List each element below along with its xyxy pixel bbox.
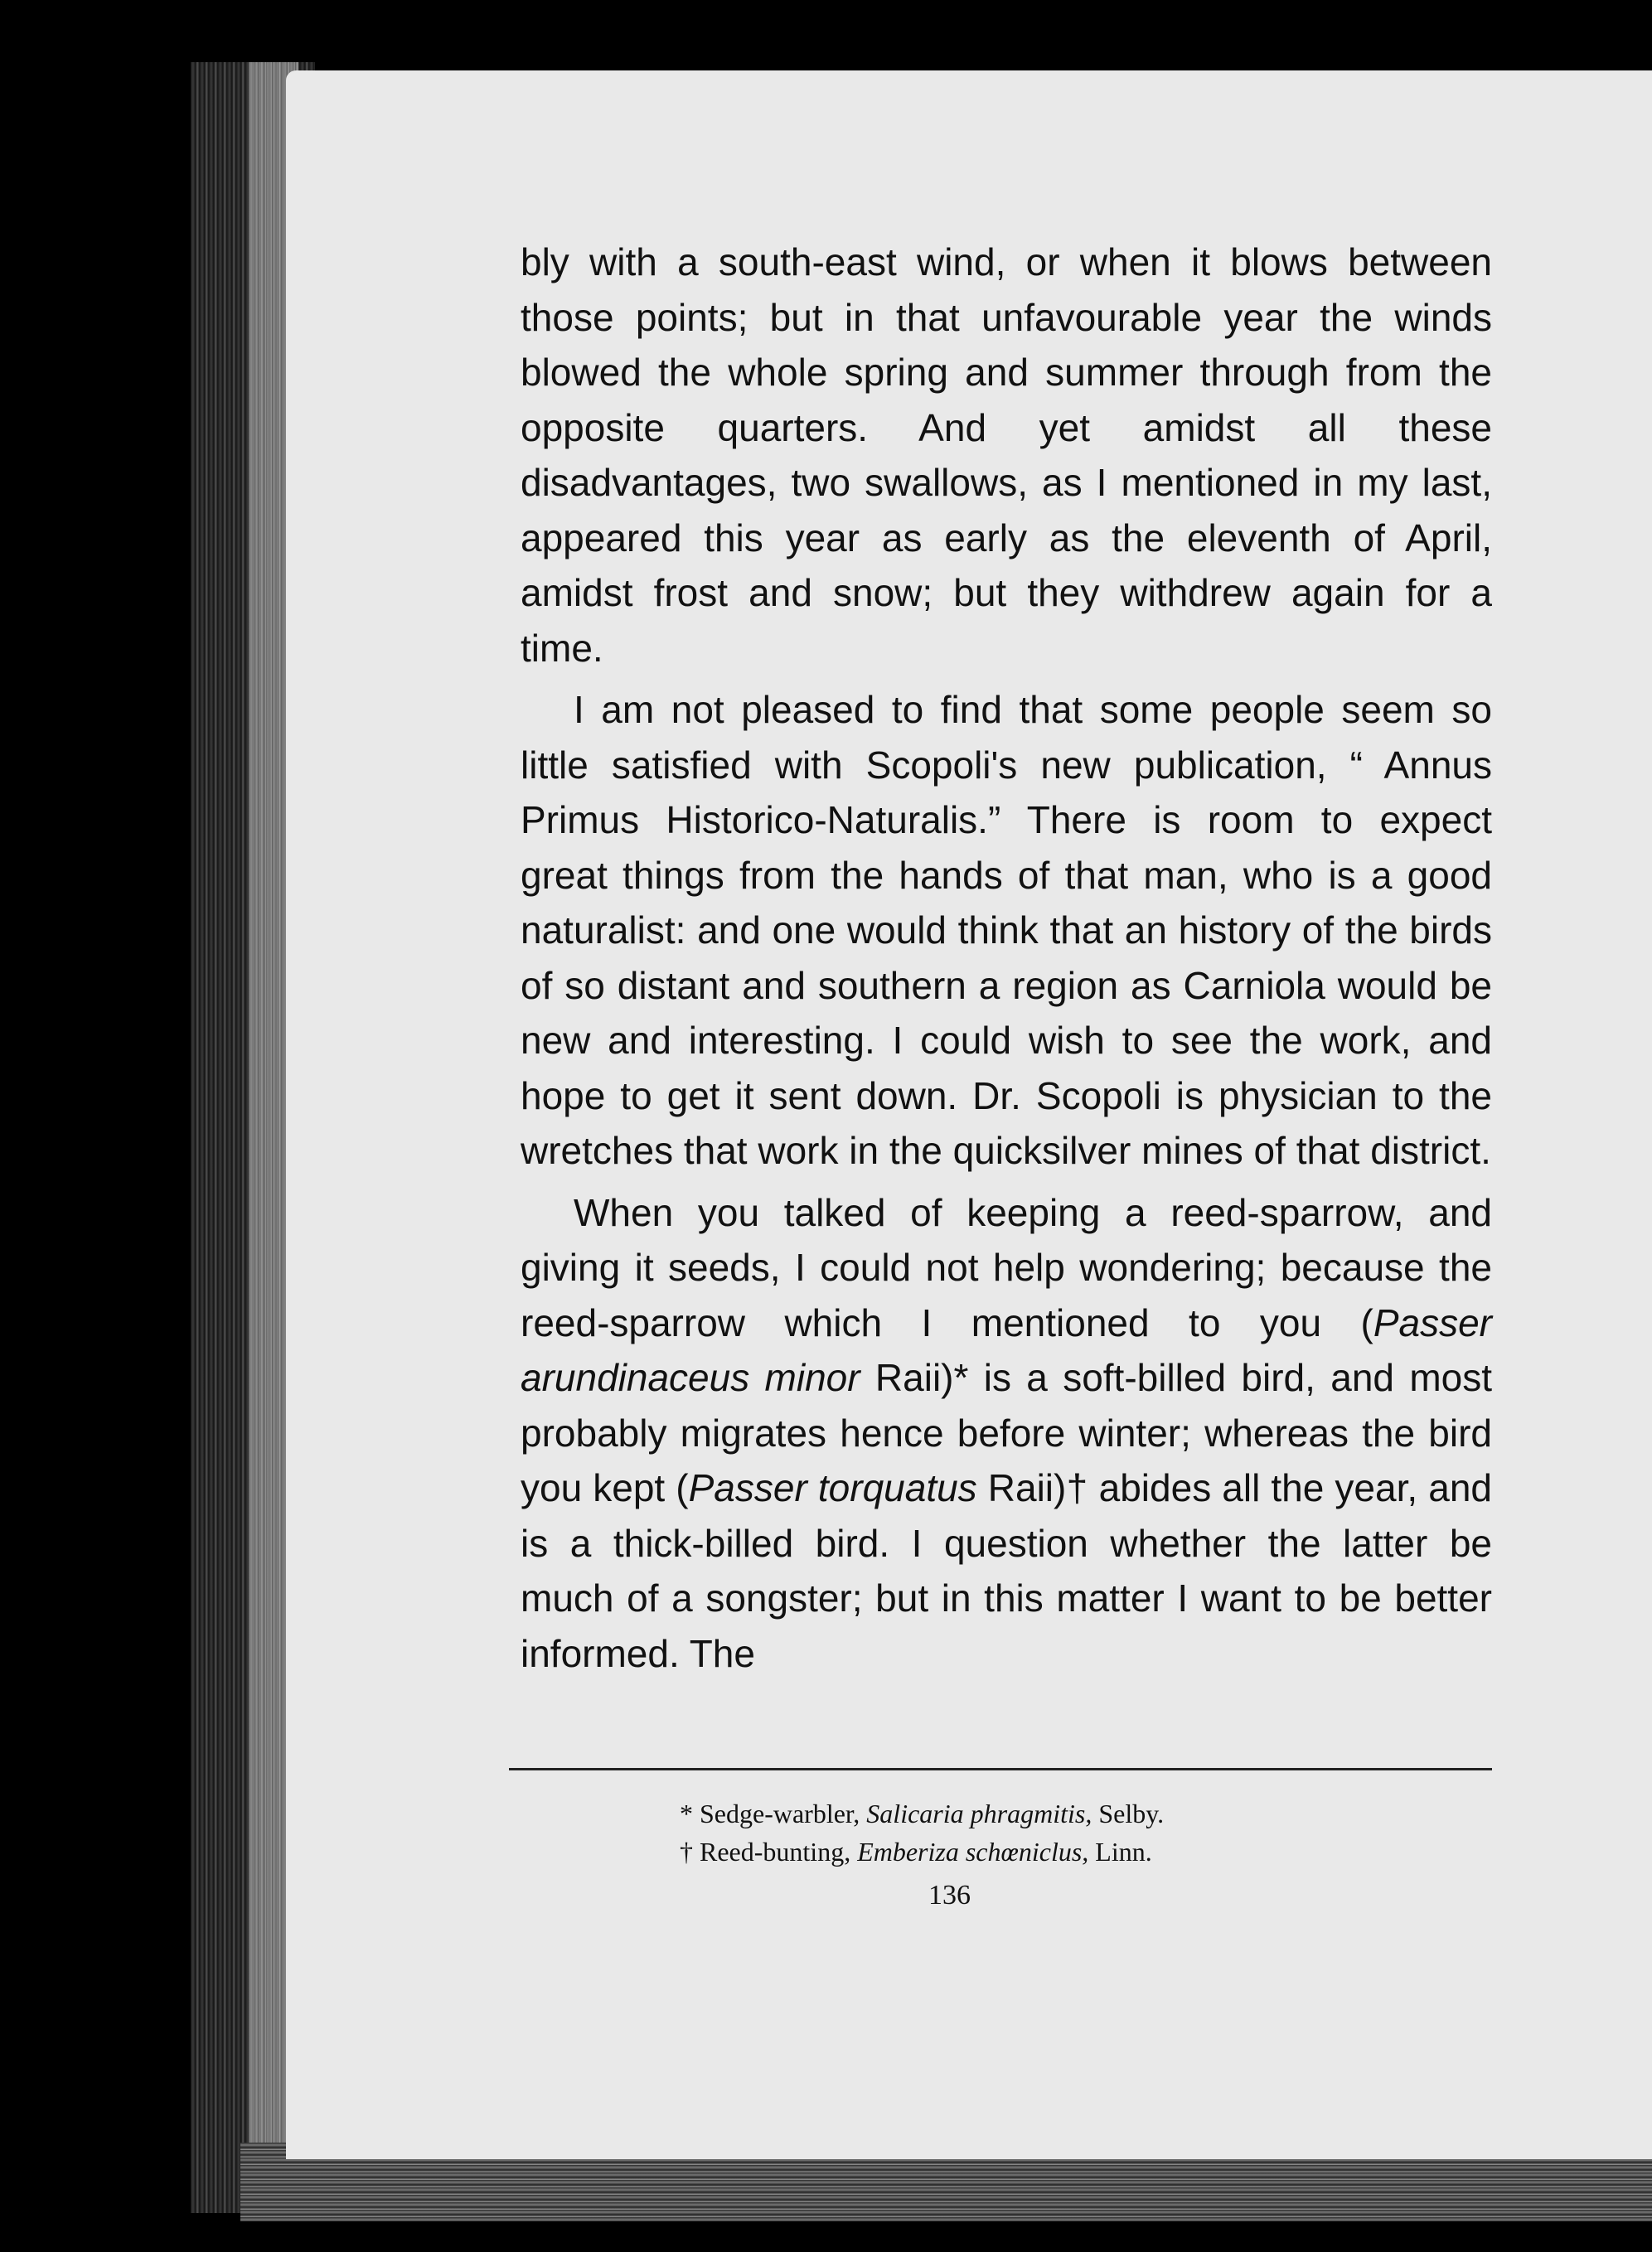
paragraph-3-text-b: Raii)* is a soft-billed bird, and most probably migrates hence before winter; whereas the bird you kept ( [521,1356,1492,1509]
footnote-1-latin-name: Salicaria phragmitis, [866,1799,1092,1828]
footnotes [680,1794,1343,1871]
page-number: 136 [928,1880,971,1911]
footnote-2 [680,1833,1343,1871]
paragraph-3-text-c: Raii)† abides all the year, and is a thick-billed bird. I question whether the latter be much of a songster; but in this matter I want to be better informed. The [521,1466,1492,1675]
paragraph-1 [521,235,1492,676]
footnote-2-authority: Linn. [1088,1837,1152,1867]
footnote-2-common-name: Reed-bunting, [700,1837,858,1867]
paragraph-2 [521,682,1492,1179]
paragraph-3 [521,1185,1492,1682]
footnote-1-common-name: Sedge-warbler, [700,1799,867,1828]
paragraph-3-text-a: When you talked of keeping a reed-sparrow, and giving it seeds, I could not help wondering; because the reed-sparrow which I mentioned to you ( [521,1190,1492,1344]
species-name-2: Passer torquatus [688,1466,977,1509]
footnote-1 [680,1794,1343,1833]
paragraph-2-text: I am not pleased to find that some people seem so little satisfied with Scopoli's new publication, “ Annus Primus Historico-Naturalis.” There is room to expect great things from the hands of that man, who is a good naturalist: and one would think that an history of the birds of so distant and southern a region as Carniola would be new and interesting. I could wish to see the work, and hope to get it sent down. Dr. Scopoli is physician to the wretches that work in the quicksilver mines of that district. [521,688,1492,1172]
footnote-1-authority: Selby. [1092,1799,1165,1828]
species-name-1: Passer arundinaceus minor [521,1300,1492,1399]
body-text [521,235,1492,1681]
footnote-2-latin-name: Emberiza schœniclus, [857,1837,1089,1867]
footnote-2-mark: † [680,1837,693,1867]
paragraph-1-text: bly with a south-east wind, or when it blows between those points; but in that unfavourable year the winds blowed the whole spring and summer through from the opposite quarters. And yet amidst all these disadvantages, two swallows, as I mentioned in my last, appeared this year as early as the eleventh of April, amidst frost and snow; but they withdrew again for a time. [521,240,1492,670]
footnote-divider [509,1768,1492,1770]
footnote-1-mark: * [680,1799,693,1828]
